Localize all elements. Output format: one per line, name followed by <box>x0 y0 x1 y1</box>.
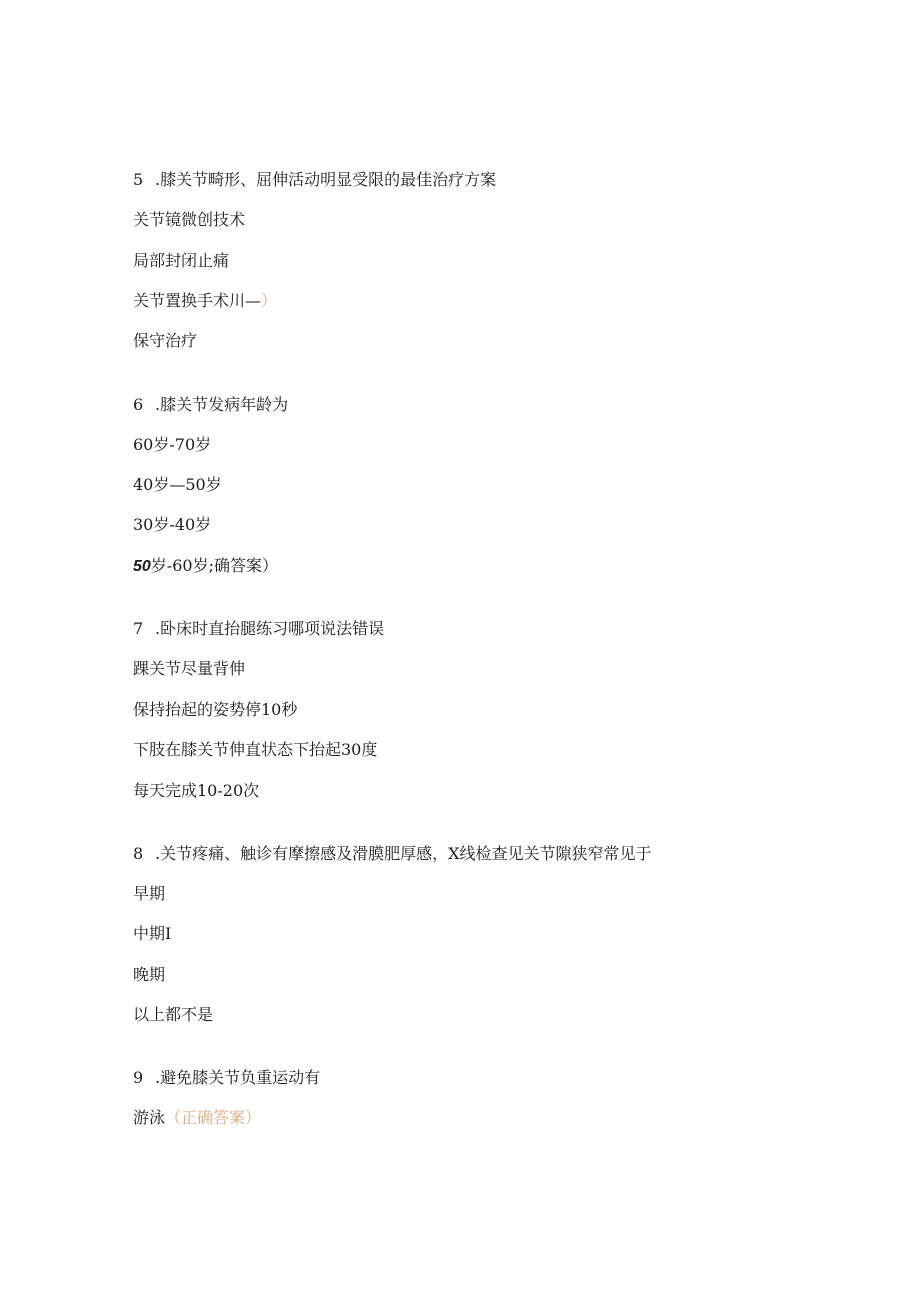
option <box>133 1108 261 1128</box>
option-italic-number: 50 <box>133 558 151 575</box>
question-stem: .关节疼痛、触诊有摩擦感及滑膜肥厚感，X线检查见关节隙狭窄常见于 <box>155 844 652 863</box>
question-number: 7 <box>133 619 144 638</box>
option: 下肢在膝关节伸直状态下抬起30度 <box>133 740 378 759</box>
option: 保守治疗 <box>133 331 198 350</box>
option: 以上都不是 <box>133 1005 214 1024</box>
option: 局部封闭止痛 <box>133 251 230 270</box>
option: 关节镜微创技术 <box>133 210 246 229</box>
option: 早期 <box>133 884 166 903</box>
question-number: 9 <box>133 1068 144 1087</box>
answer-mark: ） <box>261 291 278 310</box>
option: 40岁—50岁 <box>133 475 222 494</box>
answer-mark: （正确答案） <box>165 1108 262 1127</box>
question-5 <box>133 170 496 190</box>
option: 每天完成10-20次 <box>133 781 260 800</box>
question-stem: .避免膝关节负重运动有 <box>155 1068 321 1087</box>
option-text: 关节置换手术川— <box>133 291 262 310</box>
option: 60岁-70岁 <box>133 435 212 454</box>
question-number: 5 <box>133 170 144 189</box>
question-stem: .卧床时直抬腿练习哪项说法错误 <box>155 619 385 638</box>
question-6 <box>133 395 288 415</box>
option <box>133 291 277 311</box>
option-text: 岁-60岁;确答案） <box>150 556 278 575</box>
option: 踝关节尽量背伸 <box>133 659 246 678</box>
question-8 <box>133 844 651 864</box>
question-7 <box>133 619 384 639</box>
option: 30岁-40岁 <box>133 515 212 534</box>
question-number: 8 <box>133 844 144 863</box>
option <box>133 556 278 577</box>
question-number: 6 <box>133 395 144 414</box>
option: 保持抬起的姿势停10秒 <box>133 700 298 719</box>
question-9 <box>133 1068 320 1088</box>
question-stem: .膝关节畸形、屈伸活动明显受限的最佳治疗方案 <box>155 170 497 189</box>
option: 中期I <box>133 924 172 943</box>
question-stem: .膝关节发病年龄为 <box>155 395 289 414</box>
option-text: 游泳 <box>133 1108 166 1127</box>
option: 晚期 <box>133 965 166 984</box>
